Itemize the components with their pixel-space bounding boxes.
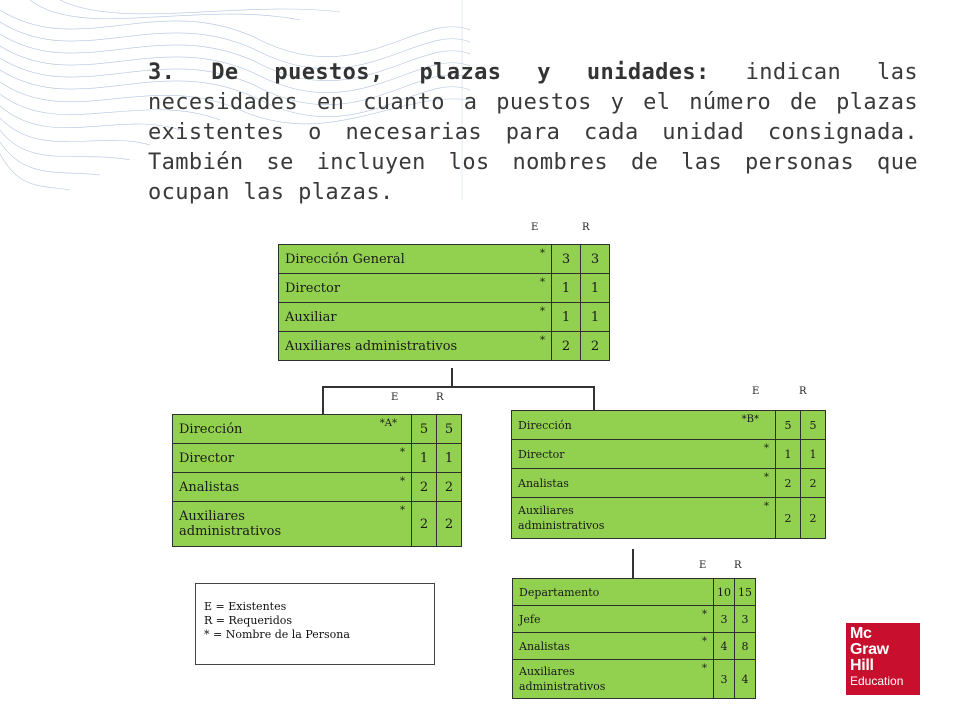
intro-body: indican las necesidades en cuanto a puestos y el número de plazas existentes o necesarias para cada unidad consignada. También se incluyen los nombres de las personas que ocupan las plazas. [148,60,918,205]
intro-lead: 3. De puestos, plazas y unidades: [148,60,710,85]
table-row [513,606,756,633]
requeridos-value: 1 [581,303,610,332]
table-row [173,444,462,473]
existentes-value: 5 [776,411,801,440]
header-r: R [799,386,807,397]
person-marker: * [400,476,405,487]
row-label: Dirección [179,421,243,437]
legend-existentes: E = Existentes [204,600,287,613]
person-marker: * [540,277,545,288]
row-label: Analistas [518,476,569,490]
existentes-value: 2 [776,469,801,498]
row-label-cell [512,469,776,498]
direccion-a-table [172,414,462,547]
table-row [513,660,756,699]
table-row [512,469,826,498]
row-label: Auxiliares administrativos [519,665,606,693]
person-marker: * [702,636,707,647]
row-label: Jefe [519,612,541,626]
row-label-cell [173,444,412,473]
existentes-value: 3 [714,660,735,699]
header-e: E [531,222,539,233]
table-row [512,498,826,539]
intro-paragraph [148,58,918,208]
existentes-value: 4 [714,633,735,660]
row-label: Auxiliares administrativos [179,509,282,539]
connector-line [632,549,634,578]
table-row [173,415,462,444]
logo-line: Hill [850,657,874,674]
row-label-cell [512,498,776,539]
row-label: Departamento [519,585,600,599]
requeridos-value: 2 [581,332,610,361]
row-label-cell [279,245,552,274]
existentes-value: 10 [714,579,735,606]
connector-line [322,386,594,388]
row-label: Auxiliar [285,309,337,325]
requeridos-value: 2 [437,473,462,502]
existentes-value: 2 [776,498,801,539]
row-label: Auxiliares administrativos [518,504,605,532]
existentes-value: 3 [552,245,581,274]
header-e: E [699,560,707,571]
header-e: E [752,386,760,397]
legend-requeridos: R = Requeridos [204,614,293,627]
logo-line: Mc [850,625,872,642]
table-row [513,579,756,606]
table-row [512,411,826,440]
row-label: Auxiliares administrativos [285,338,458,354]
row-label-cell [512,411,776,440]
person-marker: * [764,501,769,512]
row-label-cell [513,579,714,606]
table-row [512,440,826,469]
existentes-value: 2 [412,502,437,547]
existentes-value: 1 [776,440,801,469]
row-label: Analistas [179,479,240,495]
row-label-cell [173,415,412,444]
requeridos-value: 5 [801,411,826,440]
requeridos-value: 3 [581,245,610,274]
requeridos-value: 2 [437,502,462,547]
existentes-value: 5 [412,415,437,444]
row-label: Director [179,450,235,466]
connector-line [322,386,324,414]
existentes-value: 1 [552,274,581,303]
requeridos-value: 2 [801,498,826,539]
person-marker: * [540,248,545,259]
table-row [279,274,610,303]
row-label: Dirección General [285,251,405,267]
person-marker: * [400,447,405,458]
existentes-value: 3 [714,606,735,633]
row-label-cell [513,606,714,633]
requeridos-value: 1 [581,274,610,303]
mcgraw-hill-logo [846,623,920,695]
connector-line [451,368,453,386]
person-marker: * [400,505,405,516]
logo-line: Graw [850,641,889,658]
row-label: Director [285,280,341,296]
table-row [173,502,462,547]
row-label-cell [173,502,412,547]
logo-line: Education [850,674,904,688]
row-label: Dirección [518,418,572,432]
requeridos-value: 5 [437,415,462,444]
departamento-table [512,578,756,699]
person-marker: * [540,306,545,317]
person-marker: * [764,443,769,454]
row-label-cell [513,660,714,699]
requeridos-value: 2 [801,469,826,498]
row-label-cell [512,440,776,469]
connector-line [593,386,595,410]
person-marker: * [702,609,707,620]
direccion-general-table [278,244,610,361]
header-r: R [436,392,444,403]
requeridos-value: 1 [437,444,462,473]
requeridos-value: 1 [801,440,826,469]
person-marker: * [702,663,707,674]
person-marker: * [764,472,769,483]
table-row [279,245,610,274]
row-label-cell [279,274,552,303]
existentes-value: 1 [552,303,581,332]
person-marker: * [540,335,545,346]
table-row [279,303,610,332]
requeridos-value: 3 [735,606,756,633]
header-r: R [582,222,590,233]
requeridos-value: 8 [735,633,756,660]
existentes-value: 2 [552,332,581,361]
legend-box [195,583,435,665]
existentes-value: 1 [412,444,437,473]
table-row [279,332,610,361]
header-r: R [734,560,742,571]
table-row [173,473,462,502]
direccion-b-table [511,410,826,539]
requeridos-value: 15 [735,579,756,606]
existentes-value: 2 [412,473,437,502]
legend-persona: * = Nombre de la Persona [204,628,350,641]
person-marker: *A* [379,418,397,429]
row-label-cell [279,332,552,361]
person-marker: *B* [741,414,759,425]
requeridos-value: 4 [735,660,756,699]
row-label-cell [279,303,552,332]
header-e: E [391,392,399,403]
table-row [513,633,756,660]
row-label-cell [173,473,412,502]
row-label: Director [518,447,565,461]
row-label: Analistas [519,639,570,653]
row-label-cell [513,633,714,660]
